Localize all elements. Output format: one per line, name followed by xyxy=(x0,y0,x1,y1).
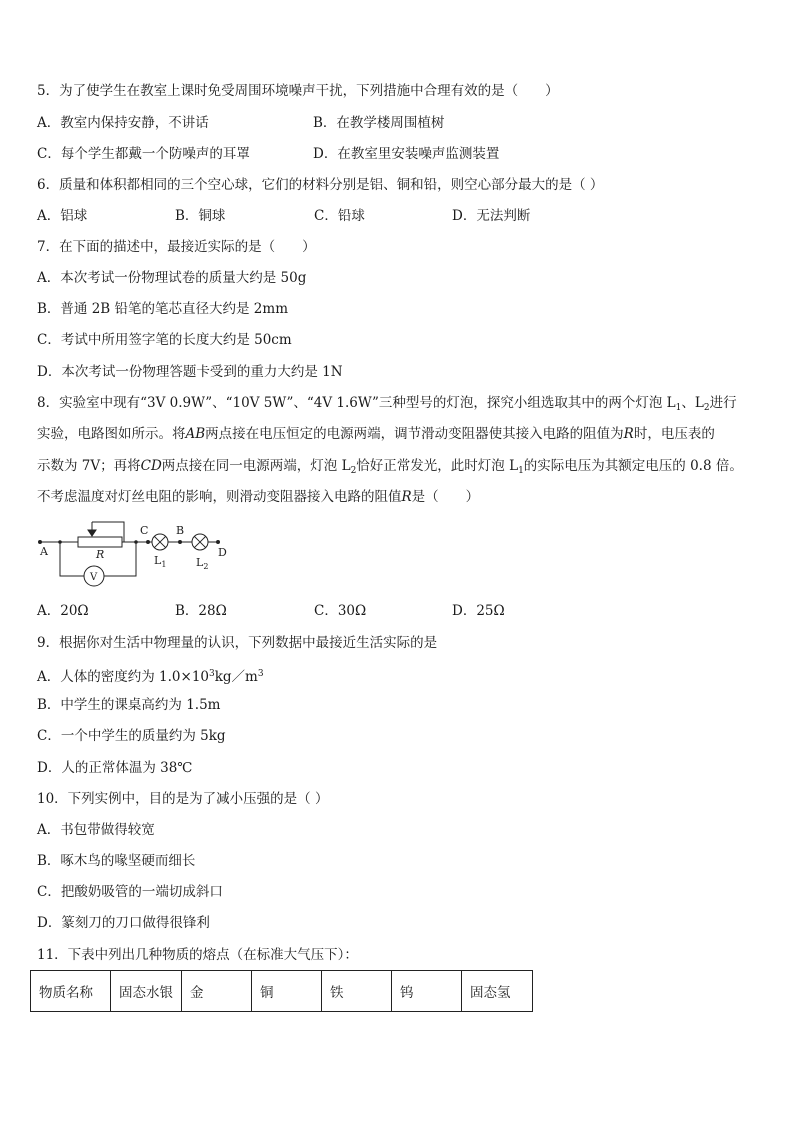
label-v: V xyxy=(90,572,98,583)
q8-stem-line2: 实验，电路图如所示。将AB两点接在电压恒定的电源两端，调节滑动变阻器使其接入电路的阻值为R时，电压表的 xyxy=(37,426,715,442)
q6-option-a: A．铝球 xyxy=(37,208,88,224)
rheostat-slider-wire xyxy=(92,522,124,542)
q5-options-row1 xyxy=(37,113,767,133)
table-cell: 钨 xyxy=(392,971,462,1012)
q8-stem-line1: 8．实验室中现有“3V 0.9W”、“10V 5W”、“4V 1.6W”三种型号的灯泡，探究小组选取其中的两个灯泡 $L_1$、$L_2$进行 xyxy=(37,395,737,413)
q8-stem-line3: 示数为 7V；再将CD两点接在同一电源两端，灯泡 $L_2$恰好正常发光，此时灯泡 $L_1$的实际电压为其额定电压的 0.8 倍。 xyxy=(37,458,743,476)
q6-options xyxy=(37,206,767,226)
table-cell: 固态水银 xyxy=(111,971,182,1012)
q8-options xyxy=(37,601,767,621)
q5-option-a: A．教室内保持安静，不讲话 xyxy=(37,115,209,131)
table-cell: 铁 xyxy=(322,971,392,1012)
q11-stem: 11．下表中列出几种物质的熔点（在标准大气压下）： xyxy=(37,947,358,963)
terminal-b xyxy=(178,540,182,544)
label-a: A xyxy=(40,545,48,558)
q5-option-b: B．在教学楼周围植树 xyxy=(313,115,445,131)
q8-option-a: A．20Ω xyxy=(37,603,89,619)
table-cell: 金 xyxy=(182,971,252,1012)
q8-stem-line4: 不考虑温度对灯丝电阻的影响，则滑动变阻器接入电路的阻值R是（ ） xyxy=(37,489,480,505)
q7-option-a: A．本次考试一份物理试卷的质量大约是 50g xyxy=(37,270,307,286)
q5-options-row2 xyxy=(37,144,767,164)
table-cell: 固态氢 xyxy=(462,971,533,1012)
q7-option-c: C．考试中所用签字笔的长度大约是 50cm xyxy=(37,332,292,348)
q9-option-b: B．中学生的课桌高约为 1.5m xyxy=(37,697,221,713)
rheostat-slider-arrow xyxy=(88,530,96,536)
q8-option-d: D．25Ω xyxy=(452,603,505,619)
q7-option-b: B．普通 2B 铅笔的笔芯直径大约是 2mm xyxy=(37,301,288,317)
q6-option-d: D．无法判断 xyxy=(452,208,531,224)
label-l1: $L_1$ xyxy=(154,554,167,569)
label-d: D xyxy=(218,546,227,559)
label-b: B xyxy=(176,524,185,537)
table-row xyxy=(31,971,533,1012)
junction-right xyxy=(134,540,138,544)
q9-stem: 9．根据你对生活中物理量的认识，下列数据中最接近生活实际的是 xyxy=(37,635,438,651)
q7-option-d: D．本次考试一份物理答题卡受到的重力大约是 1N xyxy=(37,364,343,380)
q10-option-c: C．把酸奶吸管的一端切成斜口 xyxy=(37,884,223,900)
q6-stem: 6．质量和体积都相同的三个空心球，它们的材料分别是铝、铜和铅，则空心部分最大的是（ ） xyxy=(37,177,604,193)
rheostat-symbol xyxy=(78,537,122,547)
q10-option-d: D．篆刻刀的刀口做得很锋利 xyxy=(37,915,210,931)
label-r: R xyxy=(96,548,105,561)
q8-option-c: C．30Ω xyxy=(314,603,367,619)
q7-stem: 7．在下面的描述中，最接近实际的是（ ） xyxy=(37,239,316,255)
circuit-diagram xyxy=(36,520,236,590)
terminal-c xyxy=(146,540,150,544)
q5-stem: 5．为了使学生在教室上课时免受周围环境噪声干扰，下列措施中合理有效的是（ ） xyxy=(37,83,559,99)
q6-option-b: B．铜球 xyxy=(175,208,226,224)
q10-option-b: B．啄木鸟的喙坚硬而细长 xyxy=(37,853,196,869)
q10-option-a: A．书包带做得较宽 xyxy=(37,822,155,838)
melting-point-table xyxy=(30,970,533,1012)
label-c: C xyxy=(140,524,149,537)
junction-left xyxy=(58,540,62,544)
q10-stem: 10．下列实例中，目的是为了减小压强的是（ ） xyxy=(37,791,329,807)
q9-option-d: D．人的正常体温为 38℃ xyxy=(37,760,193,776)
q8-option-b: B．28Ω xyxy=(175,603,227,619)
table-cell: 物质名称 xyxy=(31,971,111,1012)
terminal-a xyxy=(38,540,42,544)
table-cell: 铜 xyxy=(252,971,322,1012)
q9-option-a: A．人体的密度约为 $1.0\times 10^3kg/m^3$ xyxy=(37,669,264,685)
terminal-d xyxy=(216,540,220,544)
q6-option-c: C．铅球 xyxy=(314,208,365,224)
q5-option-d: D．在教室里安装噪声监测装置 xyxy=(313,146,500,162)
q5-option-c: C．每个学生都戴一个防噪声的耳罩 xyxy=(37,146,250,162)
label-l2: $L_2$ xyxy=(196,556,209,571)
q9-option-c: C．一个中学生的质量约为 5kg xyxy=(37,728,226,744)
